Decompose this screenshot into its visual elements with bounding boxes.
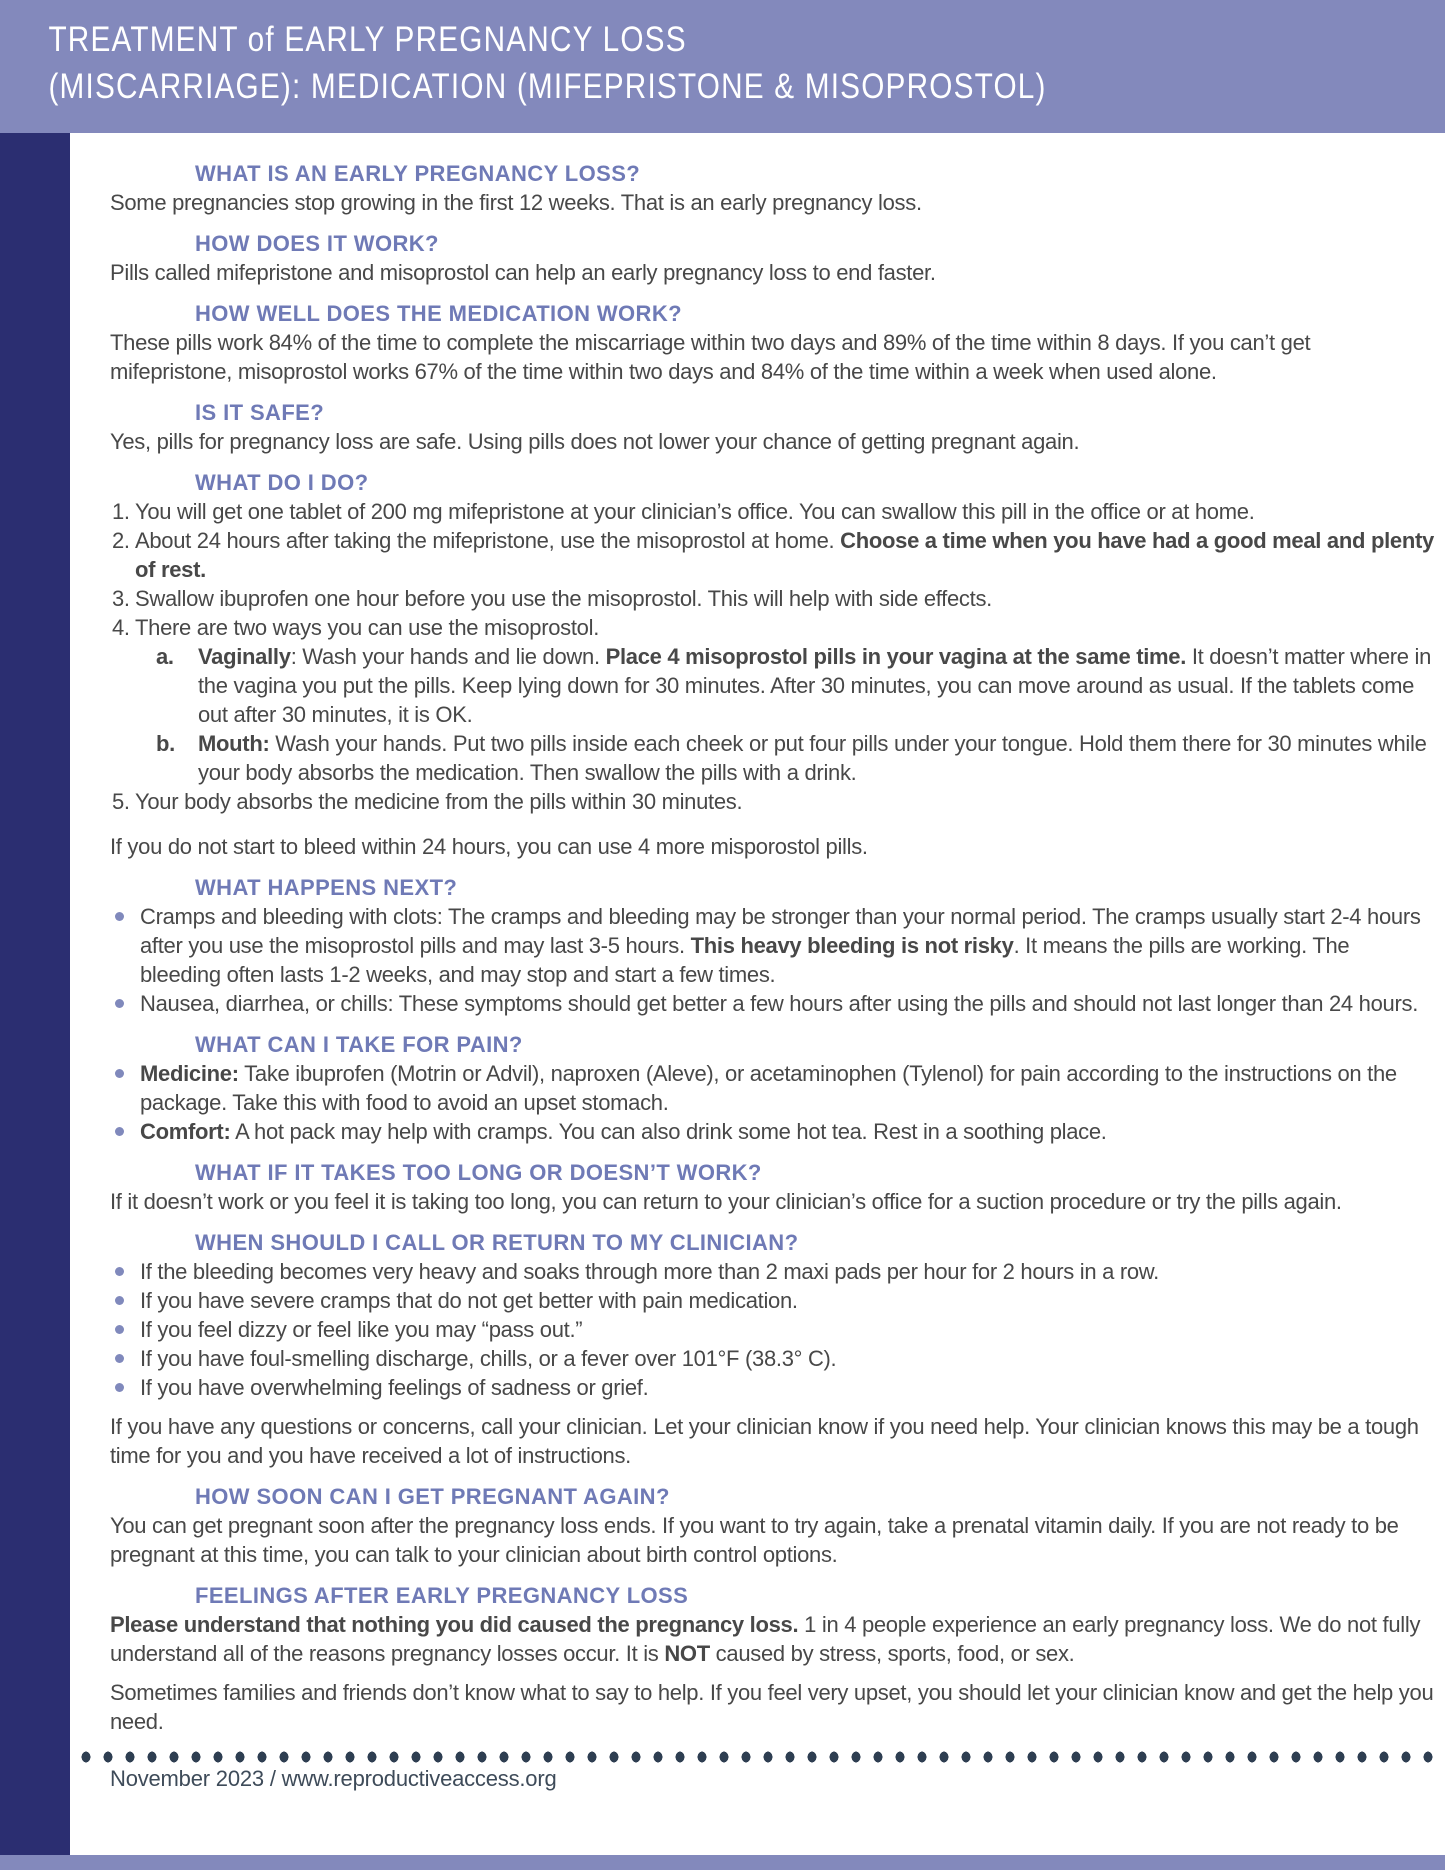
bullet-item <box>110 1286 1435 1315</box>
text-run: . It means the pills are working. The bleeding often lasts 1-2 weeks, and may stop and start a few times. <box>140 933 1350 987</box>
text-run-bold: Comfort: <box>140 1119 231 1144</box>
item-text: If you have foul-smelling discharge, chills, or a fever over 101°F (38.3° C). <box>140 1346 837 1371</box>
paragraph: You can get pregnant soon after the pregnancy loss ends. If you want to try again, take a prenatal vitamin daily. If you are not ready to be pregnant at this time, you can talk to your clinician about birth control options. <box>110 1513 1399 1567</box>
paragraph: If you have any questions or concerns, call your clinician. Let your clinician know if you need help. Your clinician knows this may be a tough time for you and you have received a lot of instructions. <box>110 1414 1419 1468</box>
bullet-item <box>110 902 1435 989</box>
section-heading: HOW WELL DOES THE MEDICATION WORK? <box>195 301 682 326</box>
bullet-item <box>110 1257 1435 1286</box>
paragraph <box>110 1610 1435 1668</box>
item-number: 2. <box>112 528 130 553</box>
bullet-item <box>110 1059 1435 1117</box>
item-text: Nausea, diarrhea, or chills: These symptoms should get better a few hours after using the pills and should not last longer than 24 hours. <box>140 991 1419 1016</box>
item-text: There are two ways you can use the misoprostol. <box>135 615 600 640</box>
text-run-bold: Mouth: <box>198 731 270 756</box>
bullet-dot-icon <box>115 1127 124 1136</box>
left-accent-bar <box>0 133 70 1855</box>
section-heading: HOW DOES IT WORK? <box>195 231 439 256</box>
section-when-should-i-call-clinician <box>110 1228 1435 1470</box>
footer-text: November 2023 / www.reproductiveaccess.org <box>110 1766 557 1791</box>
bullet-dot-icon <box>115 1354 124 1363</box>
section-heading: HOW SOON CAN I GET PREGNANT AGAIN? <box>195 1484 670 1509</box>
item-text: If you feel dizzy or feel like you may “pass out.” <box>140 1317 583 1342</box>
document-body <box>110 133 1435 1793</box>
text-run-bold: Choose a time when you have had a good meal and plenty of rest. <box>135 528 1434 582</box>
item-letter: b. <box>156 731 175 756</box>
numbered-item <box>112 584 1435 613</box>
section-what-do-i-do <box>110 468 1435 861</box>
text-run: 1 in 4 people experience an early pregnancy loss. We do not fully understand all of the reasons pregnancy losses occur. It is <box>110 1612 1421 1666</box>
item-text <box>140 1059 1435 1117</box>
section-heading: WHAT HAPPENS NEXT? <box>195 875 458 900</box>
bullet-dot-icon <box>115 1296 124 1305</box>
section-what-is-early-pregnancy-loss <box>110 159 1435 217</box>
item-text <box>198 642 1435 729</box>
dotted-separator <box>75 1750 1445 1764</box>
section-heading: FEELINGS AFTER EARLY PREGNANCY LOSS <box>195 1583 689 1608</box>
bullet-dot-icon <box>115 912 124 921</box>
paragraph: Pills called mifepristone and misoprostol can help an early pregnancy loss to end faster. <box>110 260 936 285</box>
bullet-item <box>110 1315 1435 1344</box>
bullet-item <box>110 1344 1435 1373</box>
section-is-it-safe <box>110 398 1435 456</box>
numbered-item <box>112 787 1435 816</box>
item-text <box>140 1117 1435 1146</box>
section-heading: WHAT IF IT TAKES TOO LONG OR DOESN’T WORK? <box>195 1160 762 1185</box>
text-run: caused by stress, sports, food, or sex. <box>709 1641 1075 1666</box>
numbered-item <box>112 613 1435 642</box>
text-run: About 24 hours after taking the mifepristone, use the misoprostol at home. <box>135 528 841 553</box>
bullet-dot-icon <box>115 1325 124 1334</box>
item-text <box>140 902 1435 989</box>
paragraph: Sometimes families and friends don’t know what to say to help. If you feel very upset, you should let your clinician know and get the help you need. <box>110 1680 1434 1734</box>
bullet-item <box>110 1117 1435 1146</box>
text-run-bold: NOT <box>664 1641 710 1666</box>
bullet-item <box>110 989 1435 1018</box>
item-text: You will get one tablet of 200 mg mifepristone at your clinician’s office. You can swallow this pill in the office or at home. <box>135 499 1255 524</box>
paragraph: If you do not start to bleed within 24 hours, you can use 4 more misporostol pills. <box>110 834 868 859</box>
numbered-item <box>112 526 1435 584</box>
section-what-can-i-take-for-pain <box>110 1030 1435 1146</box>
bullet-item <box>110 1373 1435 1402</box>
text-run: Cramps and bleeding with clots: The cramps and bleeding may be stronger than your normal period. The cramps usually start 2-4 hours after you use the misoprostol pills and may last 3-5 hours. <box>140 904 1421 958</box>
lettered-sub-item <box>156 642 1435 729</box>
section-heading: IS IT SAFE? <box>195 400 325 425</box>
section-heading: WHAT CAN I TAKE FOR PAIN? <box>195 1032 523 1057</box>
item-number: 1. <box>112 499 130 524</box>
bottom-accent-bar <box>0 1855 1445 1870</box>
bullet-dot-icon <box>115 1383 124 1392</box>
item-number: 4. <box>112 615 130 640</box>
item-letter: a. <box>156 644 174 669</box>
item-text <box>198 729 1435 787</box>
lettered-sub-item <box>156 729 1435 787</box>
header-banner <box>0 0 1445 133</box>
page-title <box>0 0 1228 110</box>
item-text: If you have severe cramps that do not get better with pain medication. <box>140 1288 798 1313</box>
item-text: Your body absorbs the medicine from the pills within 30 minutes. <box>135 789 743 814</box>
paragraph: Yes, pills for pregnancy loss are safe. Using pills does not lower your chance of getting pregnant again. <box>110 429 1080 454</box>
title-line-1: TREATMENT of EARLY PREGNANCY LOSS <box>48 20 687 59</box>
paragraph: Some pregnancies stop growing in the first 12 weeks. That is an early pregnancy loss. <box>110 190 922 215</box>
text-run-bold: Place 4 misoprostol pills in your vagina at the same time. <box>605 644 1187 669</box>
text-run-bold: Medicine: <box>140 1061 239 1086</box>
bullet-dot-icon <box>115 1069 124 1078</box>
text-run-bold: This heavy bleeding is not risky <box>690 933 1014 958</box>
text-run-bold: Please understand that nothing you did caused the pregnancy loss. <box>110 1612 799 1637</box>
text-run: A hot pack may help with cramps. You can also drink some hot tea. Rest in a soothing place. <box>230 1119 1107 1144</box>
section-heading: WHEN SHOULD I CALL OR RETURN TO MY CLINICIAN? <box>195 1230 799 1255</box>
section-feelings-after-loss <box>110 1581 1435 1736</box>
text-run: Wash your hands. Put two pills inside each cheek or put four pills under your tongue. Hold them there for 30 minutes while your body absorbs the medication. Then swallow the pills with a drink. <box>198 731 1427 785</box>
text-run: It doesn’t matter where in the vagina you put the pills. Keep lying down for 30 minutes. After 30 minutes, you can move around as usual. If the tablets come out after 30 minutes, it is OK. <box>198 644 1432 727</box>
section-how-does-it-work <box>110 229 1435 287</box>
item-number: 3. <box>112 586 130 611</box>
item-text: If you have overwhelming feelings of sadness or grief. <box>140 1375 649 1400</box>
numbered-item <box>112 497 1435 526</box>
section-what-happens-next <box>110 873 1435 1018</box>
section-how-well-does-medication-work <box>110 299 1435 386</box>
paragraph: If it doesn’t work or you feel it is taking too long, you can return to your clinician’s office for a suction procedure or try the pills again. <box>110 1189 1342 1214</box>
text-run: : Wash your hands and lie down. <box>290 644 606 669</box>
section-how-soon-pregnant-again <box>110 1482 1435 1569</box>
text-run-bold: Vaginally <box>198 644 291 669</box>
section-heading: WHAT IS AN EARLY PREGNANCY LOSS? <box>195 161 641 186</box>
paragraph: These pills work 84% of the time to complete the miscarriage within two days and 89% of the time within 8 days. If you can’t get mifepristone, misoprostol works 67% of the time within two days and 84% of the time within a week when used alone. <box>110 330 1311 384</box>
item-text <box>135 526 1435 584</box>
bullet-dot-icon <box>115 1267 124 1276</box>
bullet-dot-icon <box>115 999 124 1008</box>
item-text: Swallow ibuprofen one hour before you use the misoprostol. This will help with side effects. <box>135 586 992 611</box>
text-run: Take ibuprofen (Motrin or Advil), naproxen (Aleve), or acetaminophen (Tylenol) for pain according to the instructions on the package. Take this with food to avoid an upset stomach. <box>140 1061 1397 1115</box>
section-heading: WHAT DO I DO? <box>195 470 369 495</box>
title-line-2: (MISCARRIAGE): MEDICATION (MIFEPRISTONE & MISOPROSTOL) <box>48 67 1047 106</box>
item-number: 5. <box>112 789 130 814</box>
section-what-if-it-takes-too-long <box>110 1158 1435 1216</box>
item-text: If the bleeding becomes very heavy and soaks through more than 2 maxi pads per hour for 2 hours in a row. <box>140 1259 1159 1284</box>
